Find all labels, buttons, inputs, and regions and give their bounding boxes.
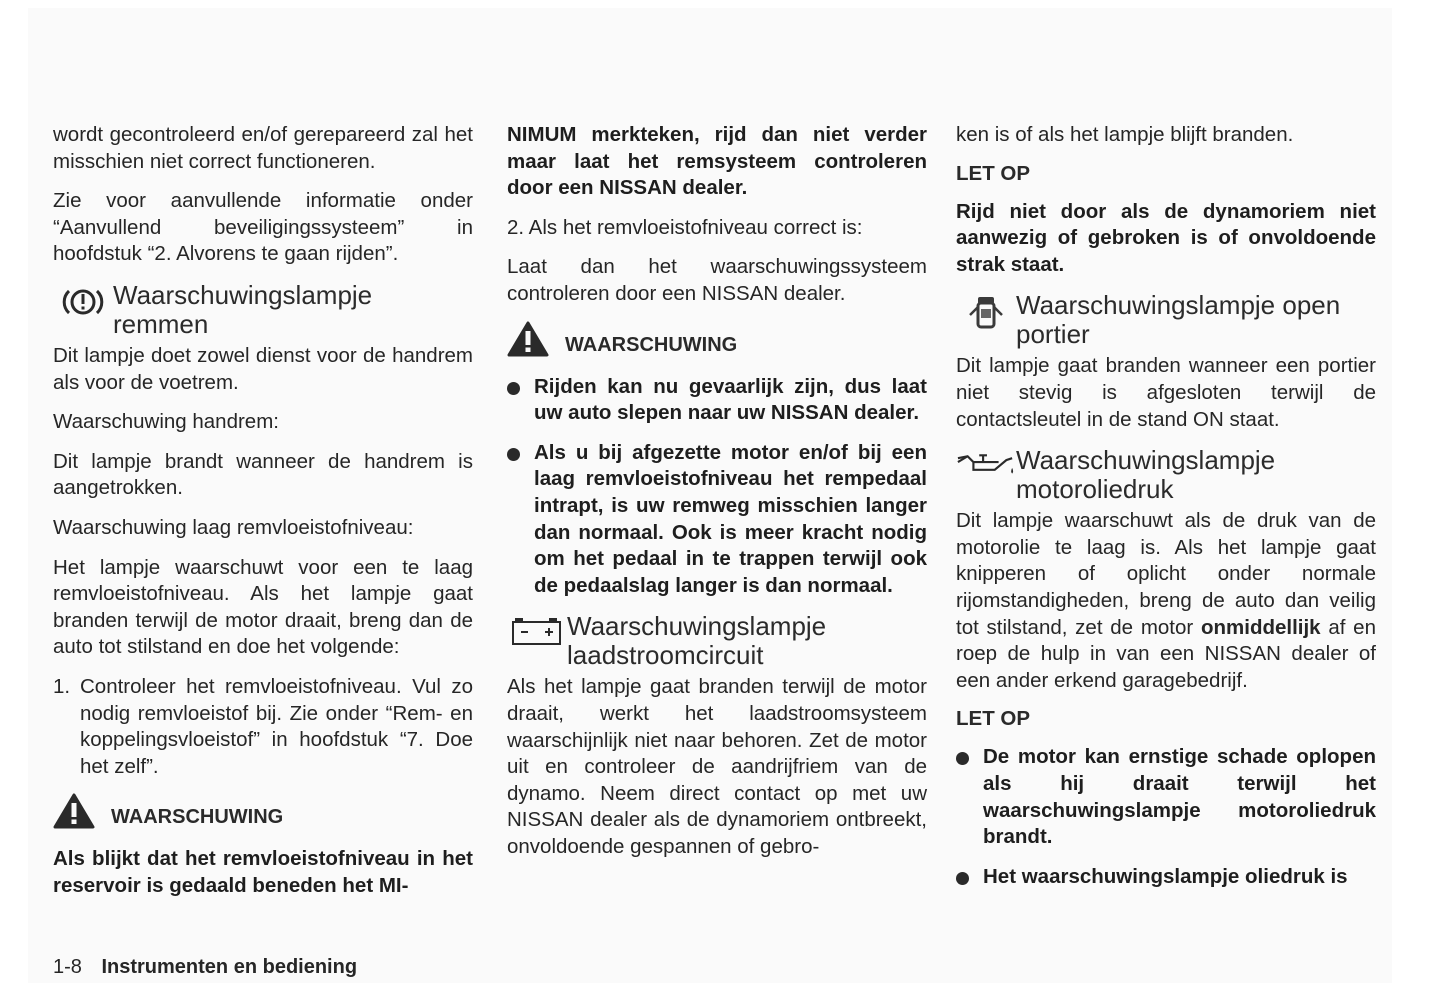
warning-triangle-icon [53, 793, 95, 834]
column-1 [53, 122, 473, 912]
page-number: 1-8 [53, 956, 82, 978]
section-heading-oil [956, 446, 1376, 504]
bullet-text: Rijden kan nu gevaarlijk zijn, dus laat uw auto slepen naar uw NISSAN dealer. [534, 374, 927, 425]
paragraph: Laat dan het waarschuwingssysteem controleren door een NISSAN dealer. [507, 255, 927, 305]
warning-triangle-icon [507, 321, 549, 362]
section-title: Waarschuwingslampje laadstroomcircuit [567, 611, 827, 671]
section-heading-brake [53, 281, 473, 339]
paragraph: Als het lampje gaat branden terwijl de motor draait, werkt het laadstroomsysteem waarschijnlijk niet naar behoren. Zet de motor uit en controleer de aandrijfriem van de dynamo. Neem direct contact op met uw NISSAN dealer als de dynamoriem ontbreekt, onvoldoende gespannen of gebro- [507, 675, 927, 858]
paragraph: Het lampje waarschuwt voor een te laag remvloeistofniveau. Als het lampje gaat branden terwijl de motor draait, breng dan de auto tot stilstand en doe het volgende: [53, 555, 473, 659]
warning-header [507, 321, 927, 362]
emphasis: onmiddellijk [1200, 615, 1321, 639]
warning-bullet [507, 374, 927, 427]
item-text: Controleer het remvloeistofniveau. Vul zo nodig remvloeistof bij. Zie onder “Rem- en koppelingsvloeistof” in hoofdstuk “7. Doe het zelf”. [80, 674, 473, 778]
caution-text: Rijd niet door als de dynamoriem niet aanwezig of gebroken is of onvoldoende strak staat. [956, 199, 1376, 276]
caution-label: LET OP [956, 707, 1031, 731]
bullet-icon [956, 744, 983, 850]
bullet-text: Als u bij afgezette motor en/of bij een laag remvloeistofniveau het rempedaal intrapt, is uw remweg misschien langer dan normaal. Ook is meer kracht nodig om het pedaal in te trappen terwijl ook de pedaalslag langer is dan normaal. [534, 440, 927, 597]
paragraph [956, 508, 1376, 694]
numbered-item [53, 674, 473, 780]
section-title: Waarschuwingslampje open portier [1016, 290, 1341, 350]
paragraph: Dit lampje brandt wanneer de handrem is aangetrokken. [53, 449, 473, 500]
column-3 [956, 122, 1376, 903]
warning-text-continued: NIMUM merkteken, rijd dan niet verder maar laat het remsysteem controleren door een NISSAN dealer. [507, 123, 927, 200]
door-open-icon [956, 291, 1016, 331]
warning-label: WAARSCHUWING [565, 333, 738, 356]
paragraph: Dit lampje gaat branden wanneer een portier niet stevig is afgesloten terwijl de contactsleutel in de stand ON staat. [956, 354, 1376, 431]
warning-text: Als blijkt dat het remvloeistofniveau in het reservoir is gedaald beneden het MI- [53, 847, 473, 897]
section-title: Waarschuwingslampje remmen [113, 279, 373, 339]
caution-label: LET OP [956, 161, 1031, 185]
text-run: Dit lampje waarschuwt als de druk van de motorolie te laag is. Als het lampje gaat knipperen of oplicht onder normale rijomstandigheden, breng de auto dan veilig tot stilstand, zet de motor [956, 509, 1376, 639]
paragraph: Waarschuwing laag remvloeistofniveau: [53, 515, 414, 539]
section-heading-charge [507, 612, 927, 670]
section-heading-door [956, 291, 1376, 349]
numbered-item: 2. Als het remvloeistofniveau correct is: [507, 215, 863, 239]
warning-bullet [507, 440, 927, 600]
warning-label: WAARSCHUWING [111, 806, 284, 829]
oil-can-icon [956, 446, 1016, 478]
bullet-text: De motor kan ernstige schade oplopen als hij draait terwijl het waarschuwingslampje motoroliedruk brandt. [983, 745, 1376, 849]
battery-icon [507, 612, 567, 646]
section-title: Waarschuwingslampje motoroliedruk [1016, 445, 1276, 505]
bullet-text: Het waarschuwingslampje oliedruk is [983, 864, 1348, 888]
paragraph: Dit lampje doet zowel dienst voor de handrem als voor de voetrem. [53, 343, 473, 394]
column-2 [507, 122, 927, 873]
caution-bullet [956, 864, 1376, 891]
paragraph: ken is of als het lampje blijft branden. [956, 123, 1294, 146]
paragraph: Zie voor aanvullende informatie onder “Aanvullend beveiligingssysteem” in hoofdstuk “2. Alvorens te gaan rijden”. [53, 189, 473, 266]
warning-header [53, 793, 473, 834]
text-run: af en roep de hulp in van een NISSAN dealer of een ander erkend garagebedrijf. [956, 615, 1376, 692]
bullet-icon [507, 374, 534, 427]
bullet-icon [956, 864, 983, 891]
paragraph: wordt gecontroleerd en/of gerepareerd zal het misschien niet correct functioneren. [53, 123, 473, 173]
item-number: 1. [53, 674, 71, 698]
section-name: Instrumenten en bediening [101, 956, 358, 978]
page-footer [53, 956, 357, 979]
caution-bullet [956, 744, 1376, 850]
bullet-icon [507, 440, 534, 600]
paragraph: Waarschuwing handrem: [53, 410, 279, 434]
brake-warning-icon [53, 281, 113, 319]
